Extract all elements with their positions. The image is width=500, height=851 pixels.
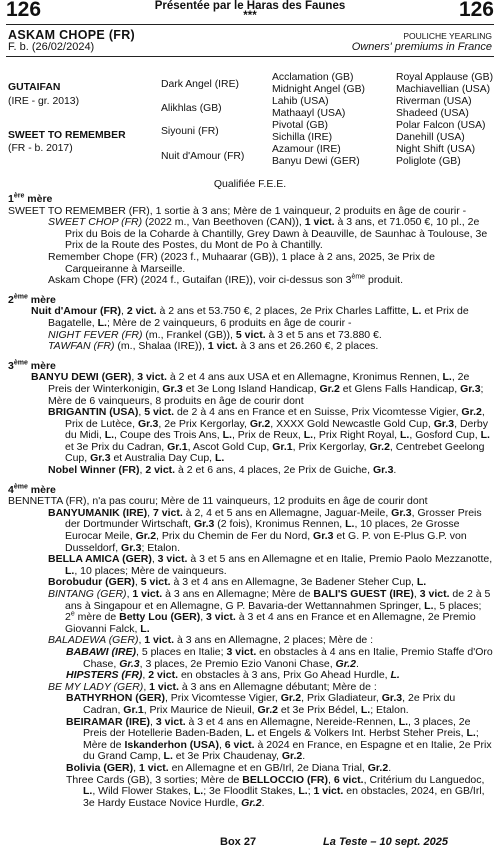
dam-name: SWEET TO REMEMBER bbox=[8, 130, 126, 141]
section-title: 1ère mère bbox=[8, 192, 53, 205]
pedigree-gen4: Royal Applause (GB) bbox=[396, 72, 494, 83]
produce-entry: Bolivia (GER), 1 vict. en Allemagne et en GB/Irl, 2e Diana Trial, Gr.2. bbox=[66, 761, 392, 774]
pedigree-gen4: Danehill (USA) bbox=[396, 132, 465, 143]
pedigree-gen4: Riverman (USA) bbox=[396, 96, 472, 107]
pedigree-gen4: Poliglote (GB) bbox=[396, 156, 461, 167]
horse-color-birth: F. b. (26/02/2024) bbox=[8, 41, 95, 53]
dam-paragraph: BENNETTA (FR), n'a pas couru; Mère de 11 vainqueurs, 12 produits en âge de courir dont bbox=[8, 495, 428, 508]
pedigree-gen2: Siyouni (FR) bbox=[161, 126, 219, 137]
header-rule bbox=[6, 24, 494, 25]
pedigree-gen3: Acclamation (GB) bbox=[272, 72, 354, 83]
lot-number-right: 126 bbox=[458, 0, 494, 21]
produce-entry: BE MY LADY (GER), 1 vict. à 3 ans en Allemagne débutant; Mère de : bbox=[48, 680, 377, 693]
section-title: 3ème mère bbox=[8, 359, 56, 372]
horse-category: POULICHE YEARLING bbox=[403, 31, 492, 41]
produce-entry: TAWFAN (FR) (m., Shalaa (IRE)), 1 vict. à 3 ans et 26.260 €, 2 places. bbox=[48, 340, 379, 353]
pedigree-gen4: Polar Falcon (USA) bbox=[396, 120, 486, 131]
pedigree-gen3: Lahib (USA) bbox=[272, 96, 329, 107]
pedigree-gen4: Machiavellian (USA) bbox=[396, 84, 491, 95]
sire-info: (IRE - gr. 2013) bbox=[8, 96, 80, 107]
pedigree-gen2: Dark Angel (IRE) bbox=[161, 79, 239, 90]
pedigree-gen4: Shadeed (USA) bbox=[396, 108, 469, 119]
pedigree-gen3: Sichilla (IRE) bbox=[272, 132, 333, 143]
pedigree-gen3: Azamour (IRE) bbox=[272, 144, 341, 155]
produce-entry: BRIGANTIN (USA), 5 vict. de 2 à 4 ans en France et en Suisse, Prix Vicomtesse Vigier, Gr.2, Prix de Lutèce, Gr.3, 2e Prix Kergorlay, Gr.2, XXXX Gold Newcastle Gold Cup, Gr.3, Derby du Midi, L., Coupe des Trois Ans, L., Prix de Reux, L., Prix Right Royal, L., Gosford Cup, L. et 3e Prix du Cadran, Gr.1, Ascot Gold Cup, Gr.1, Prix Kergorlay, Gr.2, Centrebet Geelong Cup, Gr.3 et Australia Day Cup, L. bbox=[48, 406, 490, 465]
presenter-stars: *** bbox=[243, 10, 257, 22]
produce-entry: SWEET CHOP (FR) (2022 m., Van Beethoven (CAN)), 1 vict. à 3 ans, et 71.050 €, 10 pl., 2e Prix du Bois de la Coharde à Chantilly, Grey Dawn à Deauville, de Saunhac à Toulouse, 3e Prix de la Route des Postes, du Mont de Po à Chantilly. bbox=[48, 216, 488, 252]
owners-premium: Owners' premiums in France bbox=[351, 41, 492, 53]
lot-number-left: 126 bbox=[6, 0, 42, 21]
pedigree-gen2: Nuit d'Amour (FR) bbox=[161, 151, 245, 162]
produce-entry: NIGHT FEVER (FR) (m., Frankel (GB)), 5 vict. à 3 et 5 ans et 73.880 €. bbox=[48, 328, 382, 341]
box-number: Box 27 bbox=[220, 836, 257, 848]
page-header bbox=[6, 0, 494, 22]
dam-paragraph: Nuit d'Amour (FR), 2 vict. à 2 ans et 53.750 €, 2 places, 2e Prix Charles Laffitte, L. et Prix de Bagatelle, L.; Mère de 2 vainqueurs, 6 produits en âge de courir - bbox=[31, 305, 469, 329]
sale-place-date: La Teste – 10 sept. 2025 bbox=[323, 836, 448, 848]
section-title: 4ème mère bbox=[8, 483, 56, 496]
pedigree-gen3: Banyu Dewi (GER) bbox=[272, 156, 360, 167]
horse-name: ASKAM CHOPE (FR) bbox=[8, 28, 136, 42]
produce-entry: BEIRAMAR (IRE), 3 vict. à 3 et 4 ans en Allemagne, Nereide-Rennen, L., 3 places, 2e Preis der Hotellerie Baden-Baden, L. et Engels & Volkers Int. Herbst Steher Preis, L.; Mère de Iskanderhon (USA), 6 vict. à 2024 en France, en Espagne et en Italie, 2e Prix du Grand Camp, L. et 3e Prix Chaudenay, Gr.2. bbox=[66, 715, 492, 763]
produce-entry: Three Cards (GB), 3 sorties; Mère de BELLOCCIO (FR), 6 vict., Critérium du Languedoc, L., Wild Flower Stakes, L.; 3e Floodlit Stakes, L.; 1 vict. en obstacles, 2024, en GB/Irl, 3e Hardy Eustace Novice Hurdle, Gr.2. bbox=[66, 773, 485, 809]
pedigree-rule bbox=[6, 56, 494, 57]
produce-entry: BINTANG (GER), 1 vict. à 3 ans en Allemagne; Mère de BALI'S GUEST (IRE), 3 vict. de 2 à 5 ans à Singapour et en Allemagne, G P. Bavaria-der Wettannahmen Springer, L., 5 places; 2e mère de Betty Lou (GER), 3 vict. à 3 et 4 ans en France et en Allemagne, 2e Premio Giovanni Falck, L. bbox=[48, 588, 491, 635]
produce-entry: HIPSTERS (FR), 2 vict. en obstacles à 3 ans, Prix Go Ahead Hurdle, L. bbox=[66, 669, 400, 682]
pedigree-gen4: Night Shift (USA) bbox=[396, 144, 476, 155]
pedigree-gen2: Alikhlas (GB) bbox=[161, 103, 222, 114]
dam-paragraph: BANYU DEWI (GER), 3 vict. à 2 et 4 ans aux USA et en Allemagne, Kronimus Rennen, L., 2e Preis der Winterkonigin, Gr.3 et 3e Long Island Handicap, Gr.2 et Glens Falls Handicap, Gr.3; Mère de 6 vainqueurs, 8 produits en âge de courir dont bbox=[31, 371, 484, 407]
produce-entry: BALADEWA (GER), 1 vict. à 3 ans en Allemagne, 2 places; Mère de : bbox=[48, 634, 374, 647]
pedigree-gen3: Midnight Angel (GB) bbox=[272, 84, 365, 95]
sire-name: GUTAIFAN bbox=[8, 82, 61, 93]
pedigree-gen3: Pivotal (GB) bbox=[272, 120, 329, 131]
produce-entry: BANYUMANIK (IRE), 7 vict. à 2, 4 et 5 ans en Allemagne, Jaguar-Meile, Gr.3, Grosser Preis der Dortmunder Wirtschaft, Gr.3 (2 fois), Kronimus Rennen, L., 10 places, 2e Grosse Eurocar Meile, Gr.2, Prix du Chemin de Fer du Nord, Gr.3 et G. P. von E-Plus G.P. von Dusseldorf, Gr.3; Etalon. bbox=[48, 506, 482, 554]
produce-entry: BABAWI (IRE), 5 places en Italie; 3 vict. en obstacles à 4 ans en Italie, Premio Staffe d'Oro Chase, Gr.3, 3 places, 2e Premio Ezio Vanoni Chase, Gr.2. bbox=[66, 645, 493, 670]
section-title: 2ème mère bbox=[8, 293, 56, 306]
dam-info: (FR - b. 2017) bbox=[8, 143, 73, 154]
qualification: Qualifiée F.E.E. bbox=[213, 178, 287, 190]
produce-entry: BELLA AMICA (GER), 3 vict. à 3 et 5 ans en Allemagne et en Italie, Premio Paolo Mezzanotte, L., 10 places; Mère de vainqueurs. bbox=[48, 553, 493, 577]
dam-paragraph: SWEET TO REMEMBER (FR), 1 sortie à 3 ans; Mère de 1 vainqueur, 2 produits en âge de courir - bbox=[8, 204, 467, 217]
produce-entry: Remember Chope (FR) (2023 f., Muhaarar (GB)), 1 place à 2 ans, 2025, 3e Prix de Carqueiranne à Marseille. bbox=[48, 250, 435, 275]
produce-entry: Askam Chope (FR) (2024 f., Gutaifan (IRE)), voir ci-dessus son 3ème produit. bbox=[48, 273, 404, 287]
pedigree-gen3: Mathaayl (USA) bbox=[272, 108, 346, 119]
presenter-label: Présentée par le Haras des Faunes bbox=[154, 0, 346, 12]
produce-entry: BATHYRHON (GER), Prix Vicomtesse Vigier, Gr.2, Prix Gladiateur, Gr.3, 2e Prix du Cadran, Gr.1, Prix Maurice de Nieuil, Gr.2 et 3e Prix Bédel, L.; Etalon. bbox=[66, 692, 456, 716]
presenter bbox=[6, 1, 494, 21]
produce-record bbox=[8, 194, 494, 809]
produce-entry: Nobel Winner (FR), 2 vict. à 2 et 6 ans, 4 places, 2e Prix de Guiche, Gr.3. bbox=[48, 464, 397, 477]
produce-entry: Borobudur (GER), 5 vict. à 3 et 4 ans en Allemagne, 3e Badener Steher Cup, L. bbox=[48, 576, 427, 589]
